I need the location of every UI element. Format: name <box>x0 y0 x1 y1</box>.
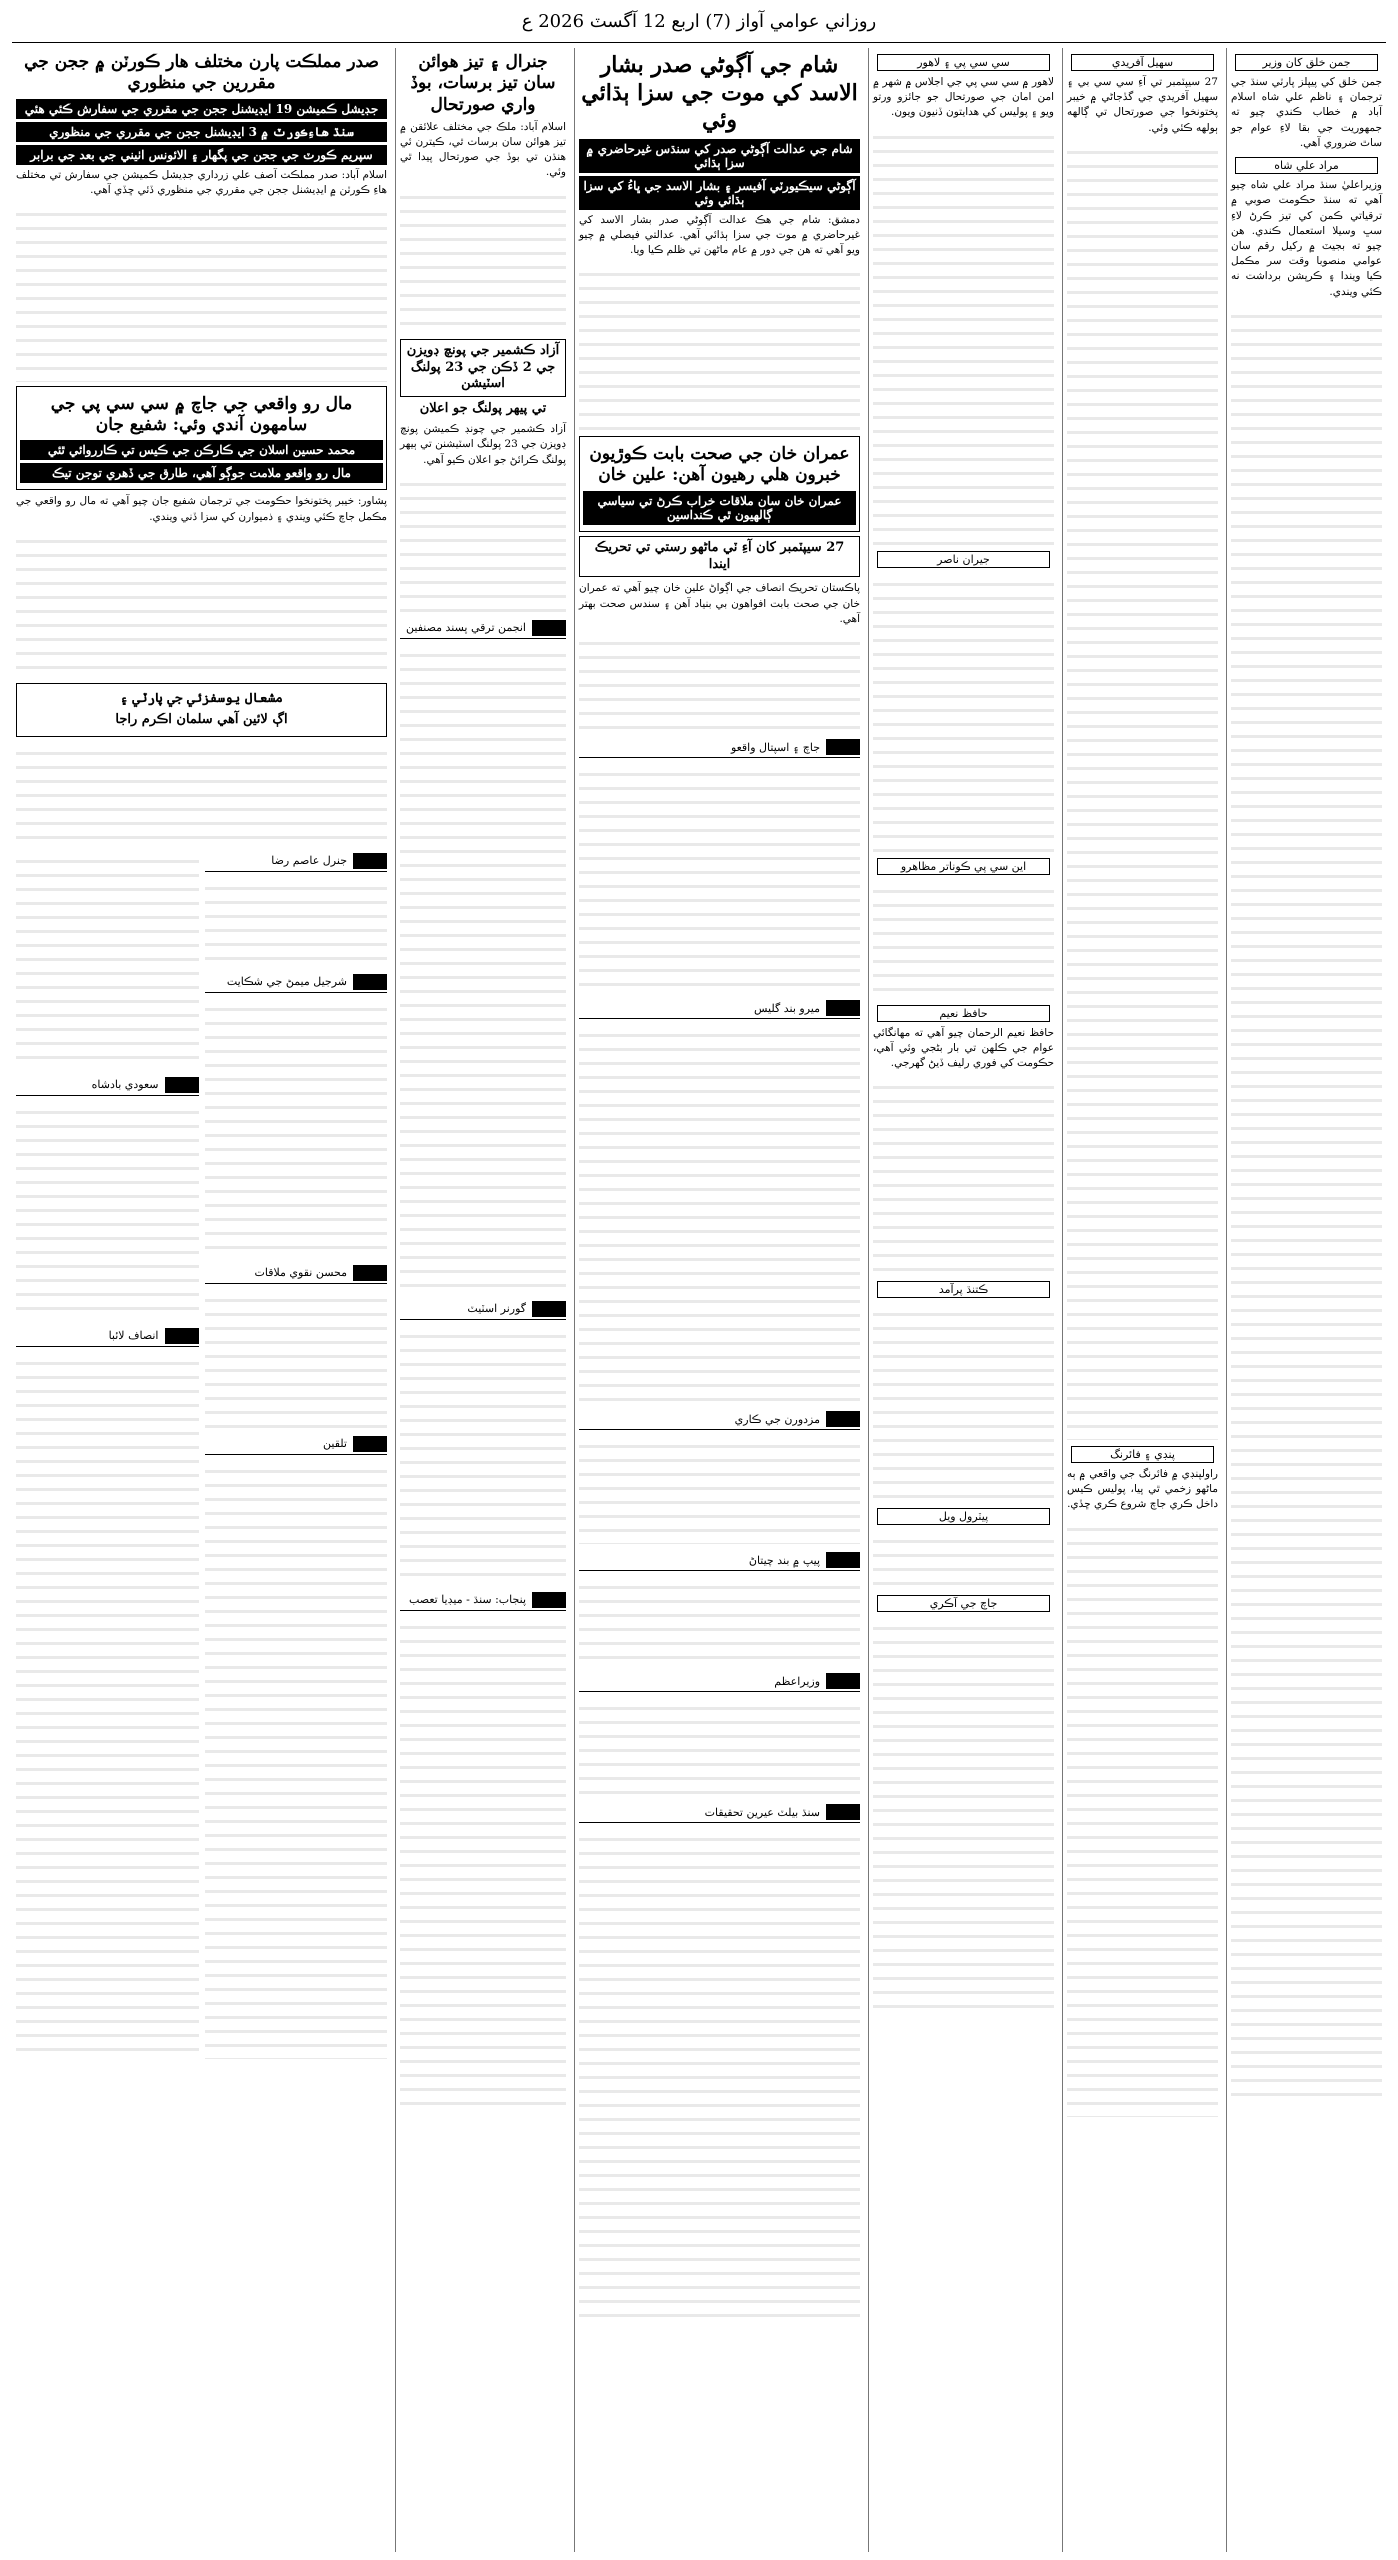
section-kicker: وزيراعظم <box>579 1671 860 1692</box>
text-block <box>579 262 860 432</box>
text-block <box>579 762 860 992</box>
headline: مشعال يوسفزئي جي پارٽي ۽ <box>120 690 283 706</box>
text-block <box>16 1100 199 1320</box>
text-block <box>873 1529 1054 1589</box>
section-kicker: گورنر اسٽيٽ <box>400 1299 566 1320</box>
text-block <box>16 1351 199 2051</box>
text-block <box>400 1324 566 1584</box>
text-block <box>400 1615 566 2115</box>
main-headline: شام جي آڳوڻي صدر بشار الاسد کي موت جي سزا ٻڌائي وئي <box>581 52 858 133</box>
column-6 <box>12 48 391 2552</box>
article-text: پشاور: خيبر پختونخوا حڪومت جي ترجمان شفيع جان چيو آهي ته مال رو واقعي جي مڪمل جاچ ڪئي ويندي ۽ ذميوارن کي سزا ڏني ويندي. <box>16 495 387 523</box>
section-kicker: شرجيل ميمڻ جي شڪايت <box>205 972 388 993</box>
section-label: جمن خلق کان وزير <box>1235 54 1378 71</box>
headline: مال رو واقعي جي جاچ ۾ سي سي پي جي سامهون آندي وئي: شفيع جان <box>50 393 353 436</box>
text-block <box>205 997 388 1257</box>
sub-headline: تي پيهر پولنگ جو اعلان <box>419 401 547 417</box>
column-5 <box>395 48 570 2552</box>
section-label: پنڊي ۽ فائرنگ <box>1071 1446 1214 1463</box>
article-text: پاڪستان تحريڪ انصاف جي اڳواڻ علين خان چيو آهي ته عمران خان جي صحت بابت افواهون بي بنياد آهن ۽ سندس صحت بهتر آهي. <box>579 582 860 625</box>
text-block <box>400 643 566 1293</box>
text-block <box>205 1459 388 2059</box>
section-label: سهيل آفريدي <box>1071 54 1214 71</box>
column-4 <box>574 48 864 2552</box>
text-block <box>400 185 566 335</box>
section-kicker: انجمن ترقي پسند مصنفين <box>400 618 566 639</box>
sub-headline: شام جي عدالت آڳوڻي صدر کي سنڌس غيرحاضري ۾ سزا ٻڌائي <box>579 139 860 173</box>
section-label: ڪتنڌ پرآمد <box>877 1281 1050 1298</box>
article-text: راولپنڊي ۾ فائرنگ جي واقعي ۾ ٻه ماڻهو زخمي ٿي پيا، پوليس ڪيس داخل ڪري جاچ شروع ڪري ڇڏي. <box>1067 1467 1218 1511</box>
section-label: اين سي پي ڪوناتر مظاهرو <box>877 858 1050 875</box>
headline-bar: 27 سيپٽمبر کان آءِ ٽي ماڻهو رستي تي تحريڪ ايندا <box>579 536 860 578</box>
section-kicker: انصاف لائبا <box>16 1326 199 1347</box>
column-1 <box>1226 48 1386 2552</box>
section-kicker: مزدورن جي ڪاري <box>579 1409 860 1430</box>
article-text: لاهور ۾ سي سي پي جي اجلاس ۾ شهر ۾ امن امان جي صورتحال جو جائزو ورتو ويو ۽ پوليس کي هدايتون ڏنيون ويون. <box>873 76 1054 119</box>
article-text: حافظ نعيم الرحمان چيو آهي ته مهانگائي عوام جي ڪلهن تي بار بڻجي وئي آهي، حڪومت کي فوري رليف ڏيڻ گهرجي. <box>873 1026 1054 1070</box>
text-block <box>579 1023 860 1403</box>
sub-headline: آڳوڻي سيڪيورٽي آفيسر ۽ بشار الاسد جي ڀاءُ کي سزا ٻڌائي وئي <box>579 176 860 210</box>
section-kicker: ميرو بند گليس <box>579 998 860 1019</box>
text-block <box>873 1616 1054 2016</box>
text-block <box>579 1434 860 1544</box>
column-2 <box>1062 48 1222 2552</box>
section-kicker: جاچ ۽ اسپتال واقعو <box>579 737 860 758</box>
sub-headline: جڊيشل ڪميشن 19 ايڊيشنل ججن جي مقرري جي سفارش ڪئي هئي <box>16 99 387 119</box>
headline: صدر مملڪت پارن مختلف هار ڪورٽن ۾ ججن جي مقررين جي منظوري <box>24 52 379 94</box>
article-text: اسلام آباد: صدر مملڪت آصف علي زرداري جڊيشل ڪميشن جي سفارش تي مختلف هاءِ ڪورٽن ۾ ايڊيشنل ججن جي مقرري جي منظوري ڏئي ڇڏي آهي. <box>16 168 387 196</box>
text-block <box>873 879 1054 999</box>
section-label: جاچ جي آڪري <box>877 1595 1050 1612</box>
text-block <box>579 1827 860 2327</box>
section-kicker: محسن نقوي ملاقات <box>205 1263 388 1284</box>
headline: جنرال ۽ تيز هوائن سان تيز برسات، بوڏ واري صورتحال <box>410 52 556 115</box>
text-block <box>16 529 387 679</box>
sub-headline: محمد حسين اسلان جي ڪارڪن جي ڪيس تي ڪارروائي ٿئي <box>20 440 383 460</box>
text-block <box>873 125 1054 545</box>
text-block <box>16 741 387 841</box>
text-block <box>873 1302 1054 1502</box>
text-block <box>873 572 1054 852</box>
section-label: حافظ نعيم <box>877 1005 1050 1022</box>
section-label: سي سي پي ۽ لاهور <box>877 54 1050 71</box>
article-text: دمشق: شام جي هڪ عدالت آڳوڻي صدر بشار الاسد کي غيرحاضري ۾ موت جي سزا ٻڌائي آهي. عدالتي فيصلي ۾ چيو ويو آهي ته هن جي دور ۾ عام ماڻهن تي ظلم ڪيا ويا. <box>579 213 860 256</box>
section-kicker: پنجاب: سنڌ - ميڊيا تعصب <box>400 1590 566 1611</box>
sub-headline: مال رو واقعو ملامت جوڳو آهي، طارق جي ڏهري توجن تيڪ <box>20 463 383 483</box>
section-kicker: سنڌ بيلٽ عيرين تحقيقات <box>579 1802 860 1823</box>
section-label: پيٽرول ويل <box>877 1508 1050 1525</box>
section-kicker: جنرل عاصم رضا <box>205 851 388 872</box>
text-block <box>205 1288 388 1428</box>
text-block <box>16 849 199 1069</box>
column-3 <box>868 48 1058 2552</box>
sub-headline: سنڌ هاءِڪورٽ ۾ 3 ايڊيشنل ججن جي مقرري جي منظوري <box>16 122 387 142</box>
article-text: آزاد ڪشمير جي چونڊ ڪميشن پونچ ڊويزن جي 23 پولنگ اسٽيشنن تي ٻيهر پولنگ ڪرائڻ جو اعلان ڪيو آهي. <box>400 423 566 466</box>
article-text: 27 سيپٽمبر تي آءِ سي سي بي ۽ سهيل آفريدي جي گڏجاڻي ۾ خيبر پختونخوا جي صورتحال تي ڳالهه ٻولهه ڪئي وئي. <box>1067 76 1218 134</box>
text-block <box>579 631 860 731</box>
text-block <box>1231 304 1382 2104</box>
text-block <box>16 202 387 382</box>
article-text: اسلام آباد: ملڪ جي مختلف علائقن ۾ تيز هوائن سان برسات ٿي، ڪيترن ئي هنڌن تي بوڏ جي صورتحال پيدا ٿي وئي. <box>400 120 566 179</box>
text-block <box>205 876 388 966</box>
section-label: جيران ناصر <box>877 551 1050 568</box>
text-block <box>400 472 566 612</box>
section-kicker: پيپ ۾ بند چيتاڻ <box>579 1550 860 1571</box>
text-block <box>873 1075 1054 1275</box>
text-block <box>579 1696 860 1796</box>
text-block <box>1067 140 1218 1440</box>
section-label: مراد علي شاه <box>1235 157 1378 174</box>
section-kicker: تلقين <box>205 1434 388 1455</box>
text-block <box>579 1575 860 1665</box>
section-kicker: سعودي بادشاه <box>16 1075 199 1096</box>
sub-headline: سپريم ڪورٽ جي ججن جي پگهار ۽ الائونس اٺيني جي بعد جي برابر <box>16 145 387 165</box>
masthead: روزاني عوامي آواز (7) اربع 12 آگسٽ 2026 ع <box>12 0 1386 43</box>
headline: عمران خان جي صحت بابت ڪوڙيون خبرون هلي رهيون آهن: علين خان <box>589 444 850 486</box>
columns <box>12 48 1386 2552</box>
sub-headline: عمران خان سان ملاقات خراب ڪرڻ تي سياسي ڳالهيون ٿي ڪنداسين <box>583 491 856 525</box>
article-text: وزيراعليٰ سنڌ مراد علي شاه چيو آهي ته سنڌ حڪومت صوبي ۾ ترقياتي ڪمن کي تيز ڪرڻ لاءِ سڀ وسيلا استعمال ڪندي. هن چيو ته بجيٽ ۾ رکيل رقم سان عوامي منصوبا وقت سر مڪمل ڪيا ويندا ۽ ڪرپشن برداشت نه ڪئي ويندي. <box>1231 179 1382 298</box>
text-block <box>1067 1517 1218 2117</box>
headline-bar: آزاد ڪشمير جي پونچ ڊويزن جي 2 ڏڪن جي 23 پولنگ اسٽيشن <box>400 339 566 398</box>
article-text: جمن خلق کي پيپلز پارٽي سنڌ جي ترجمان ۽ ناظم علي شاه اسلام آباد ۾ خطاب ڪندي چيو ته جمهوريت جي بقا لاءِ عوام جو ساٿ ضروري آهي. <box>1231 76 1382 149</box>
headline: اڳ لائين آهي سلمان اڪرم راجا <box>115 711 288 727</box>
